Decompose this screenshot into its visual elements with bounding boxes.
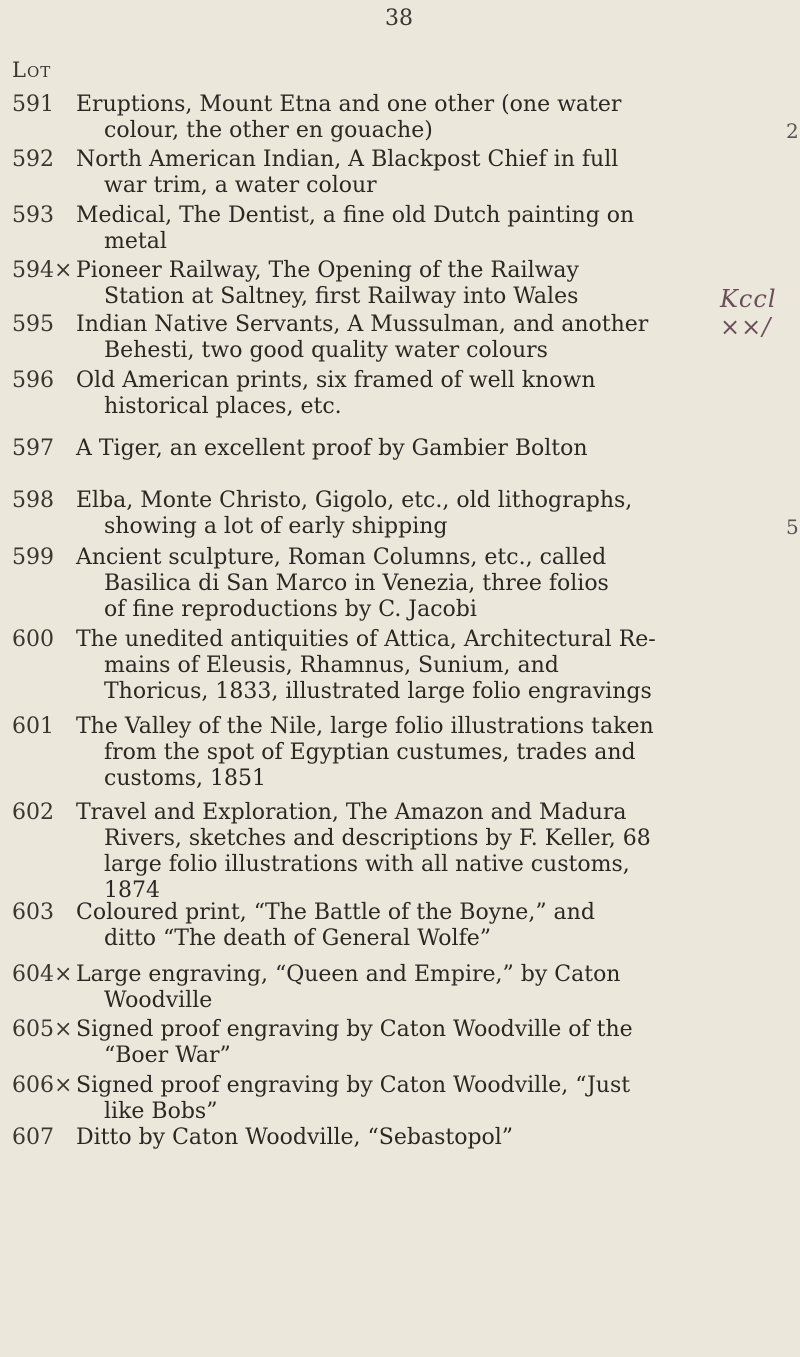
description-line: “Boer War” xyxy=(104,1043,231,1068)
lot-number: 603 xyxy=(12,900,54,925)
lot-description xyxy=(76,1125,756,1151)
lot-number: 597 xyxy=(12,436,54,461)
description-line: Ancient sculpture, Roman Columns, etc., called xyxy=(76,545,607,570)
lot-number: 593 xyxy=(12,203,54,228)
description-line: Indian Native Servants, A Mussulman, and another xyxy=(76,312,649,337)
lot-number: 604× xyxy=(12,962,73,987)
description-line: Pioneer Railway, The Opening of the Railway xyxy=(76,258,579,283)
lot-description xyxy=(76,258,756,310)
lot-description xyxy=(76,1017,756,1069)
description-line: Large engraving, “Queen and Empire,” by Caton xyxy=(76,962,621,987)
handwritten-margin-note: Kccl ××/ xyxy=(720,285,777,341)
lot-number: 607 xyxy=(12,1125,54,1150)
description-line: Coloured print, “The Battle of the Boyne,” and xyxy=(76,900,595,925)
description-line: Signed proof engraving by Caton Woodville, “Just xyxy=(76,1073,631,1098)
lot-description xyxy=(76,900,756,952)
lot-description xyxy=(76,962,756,1014)
lot-number: 592 xyxy=(12,147,54,172)
description-line: Elba, Monte Christo, Gigolo, etc., old lithographs, xyxy=(76,488,633,513)
lot-description xyxy=(76,488,756,540)
description-line: 1874 xyxy=(104,878,160,903)
description-line: Eruptions, Mount Etna and one other (one water xyxy=(76,92,622,117)
lot-description xyxy=(76,147,756,199)
description-line: Station at Saltney, first Railway into Wales xyxy=(104,284,579,309)
description-line: showing a lot of early shipping xyxy=(104,514,448,539)
lot-description xyxy=(76,714,756,792)
lot-number: 605× xyxy=(12,1017,73,1042)
description-line: mains of Eleusis, Rhamnus, Sunium, and xyxy=(104,653,559,678)
lot-description xyxy=(76,800,756,904)
lot-number: 601 xyxy=(12,714,54,739)
description-line: Thoricus, 1833, illustrated large folio engravings xyxy=(104,679,652,704)
lot-number: 598 xyxy=(12,488,54,513)
lot-column-header: Lot xyxy=(12,58,52,82)
description-line: Travel and Exploration, The Amazon and Madura xyxy=(76,800,627,825)
description-line: Woodville xyxy=(104,988,213,1013)
lot-number: 599 xyxy=(12,545,54,570)
description-line: Rivers, sketches and descriptions by F. Keller, 68 xyxy=(104,826,651,851)
description-line: The unedited antiquities of Attica, Architectural Re- xyxy=(76,627,656,652)
description-line: large folio illustrations with all native customs, xyxy=(104,852,630,877)
lot-number: 602 xyxy=(12,800,54,825)
description-line: Basilica di San Marco in Venezia, three folios xyxy=(104,571,609,596)
description-line: Ditto by Caton Woodville, “Sebastopol” xyxy=(76,1125,514,1150)
lot-number: 595 xyxy=(12,312,54,337)
lot-description xyxy=(76,1073,756,1125)
lot-description xyxy=(76,545,756,623)
description-line: ditto “The death of General Wolfe” xyxy=(104,926,491,951)
description-line: war trim, a water colour xyxy=(104,173,377,198)
lot-description xyxy=(76,203,756,255)
description-line: customs, 1851 xyxy=(104,766,266,791)
lot-description xyxy=(76,92,756,144)
description-line: Old American prints, six framed of well known xyxy=(76,368,596,393)
description-line: historical places, etc. xyxy=(104,394,342,419)
page-number: 38 xyxy=(385,6,413,31)
description-line: metal xyxy=(104,229,167,254)
lot-description xyxy=(76,436,756,462)
description-line: North American Indian, A Blackpost Chief in full xyxy=(76,147,619,172)
description-line: from the spot of Egyptian custumes, trades and xyxy=(104,740,636,765)
description-line: The Valley of the Nile, large folio illustrations taken xyxy=(76,714,654,739)
lot-description xyxy=(76,368,756,420)
lot-number: 591 xyxy=(12,92,54,117)
price-mark: 5 xyxy=(786,515,799,539)
lot-number: 594× xyxy=(12,258,73,283)
description-line: Behesti, two good quality water colours xyxy=(104,338,548,363)
lot-description xyxy=(76,627,756,705)
description-line: Medical, The Dentist, a fine old Dutch painting on xyxy=(76,203,635,228)
lot-number: 606× xyxy=(12,1073,73,1098)
price-mark: 2 xyxy=(786,119,799,143)
description-line: of fine reproductions by C. Jacobi xyxy=(104,597,477,622)
description-line: Signed proof engraving by Caton Woodville of the xyxy=(76,1017,633,1042)
lot-number: 600 xyxy=(12,627,54,652)
lot-description xyxy=(76,312,756,364)
lot-number: 596 xyxy=(12,368,54,393)
description-line: like Bobs” xyxy=(104,1099,218,1124)
description-line: colour, the other en gouache) xyxy=(104,118,433,143)
description-line: A Tiger, an excellent proof by Gambier Bolton xyxy=(76,436,588,461)
